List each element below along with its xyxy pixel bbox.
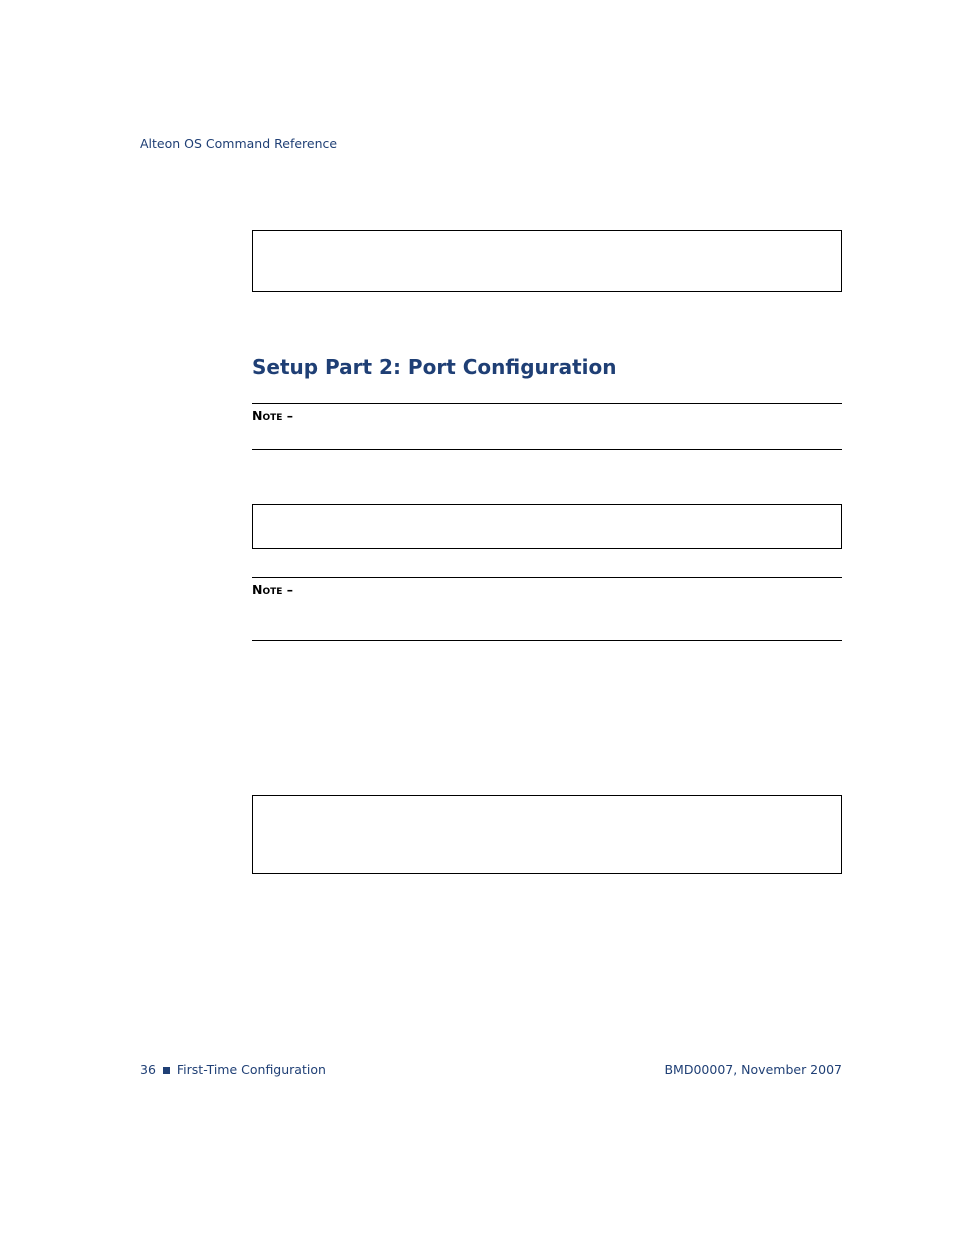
note-label: Note – (252, 408, 294, 423)
code-block (252, 504, 842, 549)
square-bullet-icon (163, 1067, 170, 1074)
section-heading: Setup Part 2: Port Configuration (252, 355, 617, 379)
note-box (252, 577, 842, 641)
note-box (252, 403, 842, 450)
code-block (252, 795, 842, 874)
code-block (252, 230, 842, 292)
footer-left (140, 1062, 326, 1077)
note-label: Note – (252, 582, 294, 597)
chapter-title: First-Time Configuration (176, 1062, 326, 1077)
running-header: Alteon OS Command Reference (140, 136, 338, 151)
document-id: BMD00007, November 2007 (664, 1062, 842, 1077)
page-number: 36 (140, 1062, 156, 1077)
